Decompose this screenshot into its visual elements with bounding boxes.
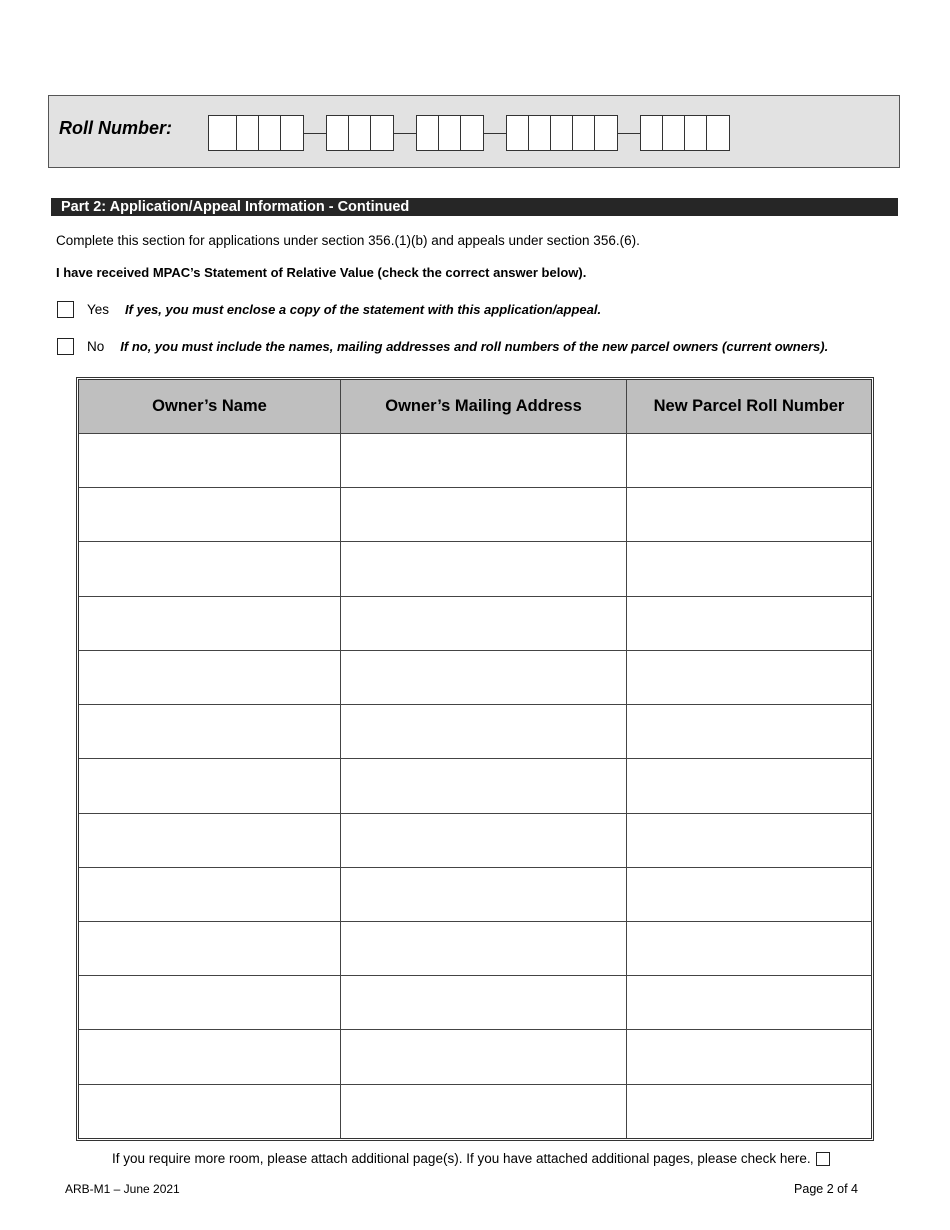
owner-mailing-address-cell[interactable] — [341, 922, 627, 976]
table-row — [79, 597, 871, 651]
owner-mailing-address-cell[interactable] — [341, 976, 627, 1030]
roll-number-digit-field[interactable] — [461, 116, 483, 150]
no-label: No — [87, 338, 105, 354]
no-checkbox[interactable] — [57, 338, 74, 355]
new-parcel-roll-number-cell[interactable] — [627, 651, 871, 705]
roll-number-digit-field[interactable] — [707, 116, 729, 150]
more-room-note — [112, 1151, 830, 1166]
roll-number-digit-field[interactable] — [641, 116, 663, 150]
new-parcel-roll-number-cell[interactable] — [627, 868, 871, 922]
owner-mailing-address-cell[interactable] — [341, 1085, 627, 1138]
yes-label: Yes — [87, 301, 110, 317]
table-row — [79, 1085, 871, 1138]
roll-number-digit-field[interactable] — [327, 116, 349, 150]
owner-name-cell[interactable] — [79, 814, 341, 868]
owner-name-cell[interactable] — [79, 759, 341, 813]
owners-table — [76, 377, 874, 1141]
roll-number-digit-field[interactable] — [209, 116, 237, 150]
new-parcel-roll-number-cell[interactable] — [627, 1030, 871, 1084]
header-new-parcel-roll-number: New Parcel Roll Number — [627, 380, 871, 434]
yes-checkbox[interactable] — [57, 301, 74, 318]
roll-number-digit-field[interactable] — [595, 116, 617, 150]
yes-option — [57, 299, 601, 319]
roll-number-group — [640, 115, 730, 151]
table-row — [79, 434, 871, 488]
roll-number-digit-field[interactable] — [507, 116, 529, 150]
roll-number-digit-field[interactable] — [685, 116, 707, 150]
table-row — [79, 759, 871, 813]
roll-number-separator — [484, 133, 506, 134]
roll-number-group — [208, 115, 304, 151]
roll-number-group — [506, 115, 618, 151]
roll-number-digit-field[interactable] — [529, 116, 551, 150]
owner-mailing-address-cell[interactable] — [341, 434, 627, 488]
table-row — [79, 705, 871, 759]
roll-number-digit-field[interactable] — [417, 116, 439, 150]
owner-mailing-address-cell[interactable] — [341, 759, 627, 813]
owners-table-header — [79, 380, 871, 434]
page-number: Page 2 of 4 — [794, 1182, 858, 1196]
owner-name-cell[interactable] — [79, 868, 341, 922]
new-parcel-roll-number-cell[interactable] — [627, 759, 871, 813]
roll-number-fields — [208, 116, 730, 150]
new-parcel-roll-number-cell[interactable] — [627, 922, 871, 976]
owner-mailing-address-cell[interactable] — [341, 1030, 627, 1084]
roll-number-box — [48, 95, 900, 168]
owner-mailing-address-cell[interactable] — [341, 868, 627, 922]
no-option — [57, 336, 828, 356]
roll-number-digit-field[interactable] — [551, 116, 573, 150]
table-row — [79, 542, 871, 596]
new-parcel-roll-number-cell[interactable] — [627, 488, 871, 542]
new-parcel-roll-number-cell[interactable] — [627, 542, 871, 596]
roll-number-label: Roll Number: — [59, 118, 173, 138]
table-row — [79, 814, 871, 868]
header-owner-mailing-address: Owner’s Mailing Address — [341, 380, 627, 434]
owner-mailing-address-cell[interactable] — [341, 488, 627, 542]
part-2-header: Part 2: Application/Appeal Information - Continued — [51, 198, 898, 216]
owner-name-cell[interactable] — [79, 488, 341, 542]
additional-pages-checkbox[interactable] — [816, 1152, 830, 1166]
roll-number-digit-field[interactable] — [573, 116, 595, 150]
table-row — [79, 868, 871, 922]
owner-name-cell[interactable] — [79, 1085, 341, 1138]
roll-number-digit-field[interactable] — [237, 116, 259, 150]
roll-number-separator — [304, 133, 326, 134]
owner-name-cell[interactable] — [79, 434, 341, 488]
owner-mailing-address-cell[interactable] — [341, 542, 627, 596]
table-row — [79, 922, 871, 976]
table-row — [79, 651, 871, 705]
owner-mailing-address-cell[interactable] — [341, 651, 627, 705]
header-owner-name: Owner’s Name — [79, 380, 341, 434]
form-id: ARB-M1 – June 2021 — [65, 1182, 180, 1196]
roll-number-digit-field[interactable] — [439, 116, 461, 150]
new-parcel-roll-number-cell[interactable] — [627, 434, 871, 488]
table-row — [79, 976, 871, 1030]
owner-mailing-address-cell[interactable] — [341, 597, 627, 651]
yes-note: If yes, you must enclose a copy of the statement with this application/appeal. — [125, 301, 602, 317]
new-parcel-roll-number-cell[interactable] — [627, 976, 871, 1030]
owner-name-cell[interactable] — [79, 542, 341, 596]
owner-mailing-address-cell[interactable] — [341, 705, 627, 759]
roll-number-digit-field[interactable] — [349, 116, 371, 150]
roll-number-separator — [618, 133, 640, 134]
owner-name-cell[interactable] — [79, 976, 341, 1030]
roll-number-group — [326, 115, 394, 151]
owner-name-cell[interactable] — [79, 1030, 341, 1084]
table-row — [79, 1030, 871, 1084]
owner-mailing-address-cell[interactable] — [341, 814, 627, 868]
new-parcel-roll-number-cell[interactable] — [627, 1085, 871, 1138]
more-room-text: If you require more room, please attach additional page(s). If you have attached additional pages, please check here. — [112, 1151, 811, 1166]
roll-number-digit-field[interactable] — [259, 116, 281, 150]
table-row — [79, 488, 871, 542]
new-parcel-roll-number-cell[interactable] — [627, 814, 871, 868]
owner-name-cell[interactable] — [79, 705, 341, 759]
new-parcel-roll-number-cell[interactable] — [627, 705, 871, 759]
no-note: If no, you must include the names, mailing addresses and roll numbers of the new parcel owners (current owners). — [120, 338, 829, 354]
roll-number-digit-field[interactable] — [281, 116, 303, 150]
roll-number-separator — [394, 133, 416, 134]
roll-number-digit-field[interactable] — [663, 116, 685, 150]
roll-number-digit-field[interactable] — [371, 116, 393, 150]
owner-name-cell[interactable] — [79, 597, 341, 651]
owner-name-cell[interactable] — [79, 651, 341, 705]
section-intro: Complete this section for applications under section 356.(1)(b) and appeals under section 356.(6). — [56, 233, 640, 248]
mpac-question: I have received MPAC’s Statement of Relative Value (check the correct answer below). — [56, 265, 587, 280]
owner-name-cell[interactable] — [79, 922, 341, 976]
roll-number-group — [416, 115, 484, 151]
new-parcel-roll-number-cell[interactable] — [627, 597, 871, 651]
